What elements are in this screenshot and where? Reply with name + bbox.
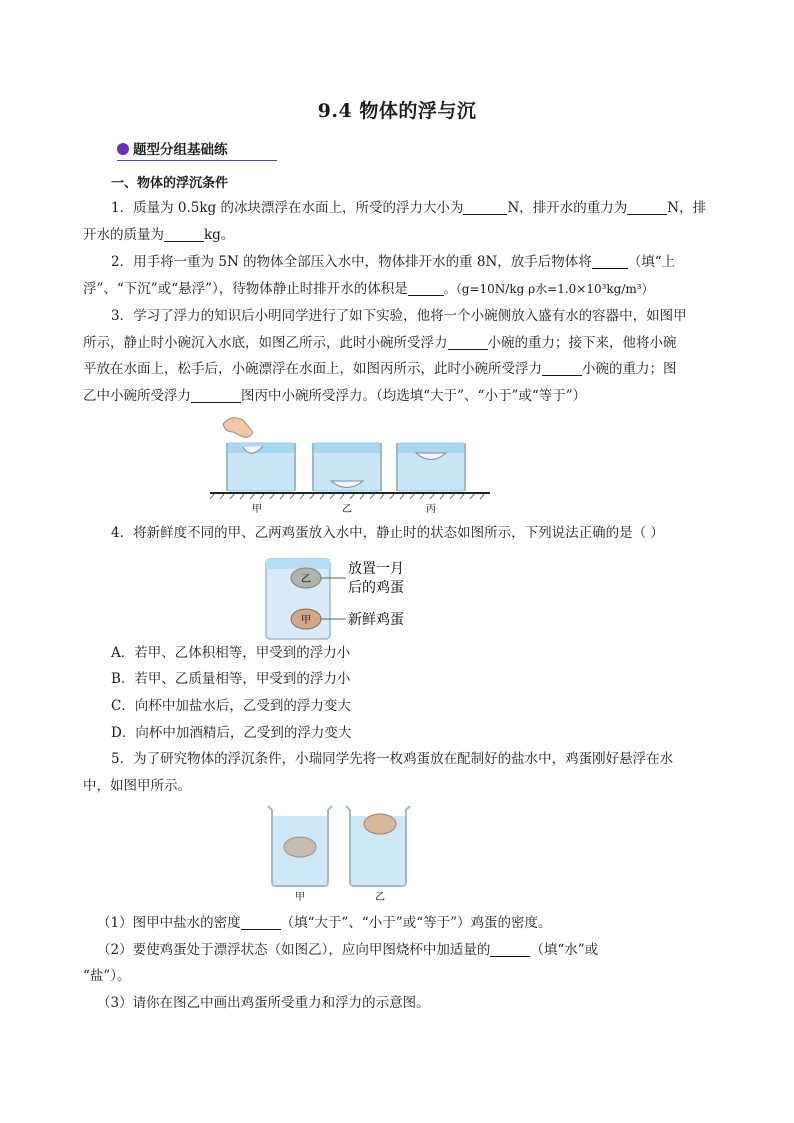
q5-sub-2-cont: “盐”）。 xyxy=(83,968,131,984)
egg-suspended xyxy=(284,837,316,857)
answer-blank[interactable] xyxy=(592,254,628,269)
beaker-jia xyxy=(268,806,332,886)
option-b[interactable]: B．若甲、乙质量相等，甲受到的浮力小 xyxy=(111,671,351,687)
fig-label-yi: 乙 xyxy=(342,504,352,515)
fig-label-jia: 甲 xyxy=(295,892,305,903)
question-1 xyxy=(83,195,713,248)
label-aged-egg-2: 后的鸡蛋 xyxy=(348,580,404,596)
answer-blank[interactable] xyxy=(490,942,530,957)
answer-blank[interactable] xyxy=(463,200,507,215)
beaker-yi xyxy=(346,806,410,886)
answer-blank[interactable] xyxy=(164,227,204,242)
q1-line-2: 开水的质量为 kg。 xyxy=(83,226,235,243)
q4-stem: 4．将新鲜度不同的甲、乙两鸡蛋放入水中，静止时的状态如图所示，下列说法正确的是（ ） xyxy=(111,525,664,541)
answer-blank[interactable] xyxy=(408,281,444,296)
q5-egg-figure xyxy=(262,804,422,909)
question-5 xyxy=(83,746,713,799)
option-d[interactable]: D．向杯中加酒精后，乙受到的浮力变大 xyxy=(111,725,352,741)
question-2 xyxy=(83,249,713,302)
q5-line-1: 5．为了研究物体的浮沉条件，小瑞同学先将一枚鸡蛋放在配制好的盐水中，鸡蛋刚好悬浮在水 xyxy=(111,751,674,767)
section-tag xyxy=(117,138,277,161)
answer-blank[interactable] xyxy=(627,200,667,215)
answer-blank[interactable] xyxy=(448,335,488,350)
hand-icon xyxy=(223,418,253,438)
q1-line-1: 1．质量为 0.5kg 的冰块漂浮在水面上，所受的浮力大小为 N，排开水的重力为 N，排 xyxy=(111,200,707,216)
answer-blank[interactable] xyxy=(191,388,241,403)
svg-text:甲: 甲 xyxy=(301,615,311,626)
q5-sub-3: （3）请你在图乙中画出鸡蛋所受重力和浮力的示意图。 xyxy=(97,994,430,1011)
label-fresh-egg: 新鲜鸡蛋 xyxy=(348,612,404,628)
question-4 xyxy=(83,520,713,547)
answer-blank[interactable] xyxy=(542,361,582,376)
container-yi xyxy=(313,443,381,491)
fig-label-bing: 丙 xyxy=(426,504,436,515)
q3-line-4: 乙中小碗所受浮力 图丙中小碗所受浮力。（均选填“大于”、“小于”或“等于”） xyxy=(83,387,587,404)
q5-sub-questions xyxy=(83,910,713,1016)
container-bing xyxy=(397,443,465,491)
fig-label-jia: 甲 xyxy=(252,504,262,515)
container-jia xyxy=(223,418,295,491)
label-aged-egg-1: 放置一月 xyxy=(348,561,404,577)
q3-line-2: 所示，静止时小碗沉入水底，如图乙所示，此时小碗所受浮力 小碗的重力；接下来，他将小碗 xyxy=(83,334,677,351)
q5-sub-2: （2）要使鸡蛋处于漂浮状态（如图乙），应向甲图烧杯中加适量的 （填“水”或 xyxy=(97,941,599,958)
q3-line-3: 平放在水面上，松手后，小碗漂浮在水面上，如图丙所示，此时小碗所受浮力 小碗的重力；图 xyxy=(83,361,677,377)
bullet-dot-icon xyxy=(117,143,129,155)
section-tag-label: 题型分组基础练 xyxy=(133,142,228,158)
q3-bowl-figure xyxy=(205,410,495,520)
page-title: 9.4 物体的浮与沉 xyxy=(317,100,477,122)
answer-blank[interactable] xyxy=(241,915,281,930)
svg-text:乙: 乙 xyxy=(301,574,311,585)
q5-line-2: 中，如图甲所示。 xyxy=(83,777,191,794)
q2-line-2: 浮”、“下沉”或“悬浮”），待物体静止时排开水的体积是 。（g=10N/kg ρ水=1.0×10³kg/m³） xyxy=(83,280,654,297)
q2-line-1: 2．用手将一重为 5N 的物体全部压入水中，物体排开水的重 8N，放手后物体将 （填“上 xyxy=(111,254,676,270)
q4-egg-figure xyxy=(260,551,460,641)
q5-sub-1: （1）图甲中盐水的密度 （填“大于”、“小于”或“等于”）鸡蛋的密度。 xyxy=(97,915,552,931)
option-c[interactable]: C．向杯中加盐水后，乙受到的浮力变大 xyxy=(111,698,351,714)
fig-label-yi: 乙 xyxy=(375,892,385,903)
q3-line-1: 3．学习了浮力的知识后小明同学进行了如下实验，他将一个小碗侧放入盛有水的容器中，如图甲 xyxy=(111,308,687,324)
option-a[interactable]: A．若甲、乙体积相等，甲受到的浮力小 xyxy=(111,645,351,661)
egg-floating xyxy=(364,814,396,834)
question-3 xyxy=(83,303,713,409)
subsection-heading: 一、物体的浮沉条件 xyxy=(111,176,229,191)
